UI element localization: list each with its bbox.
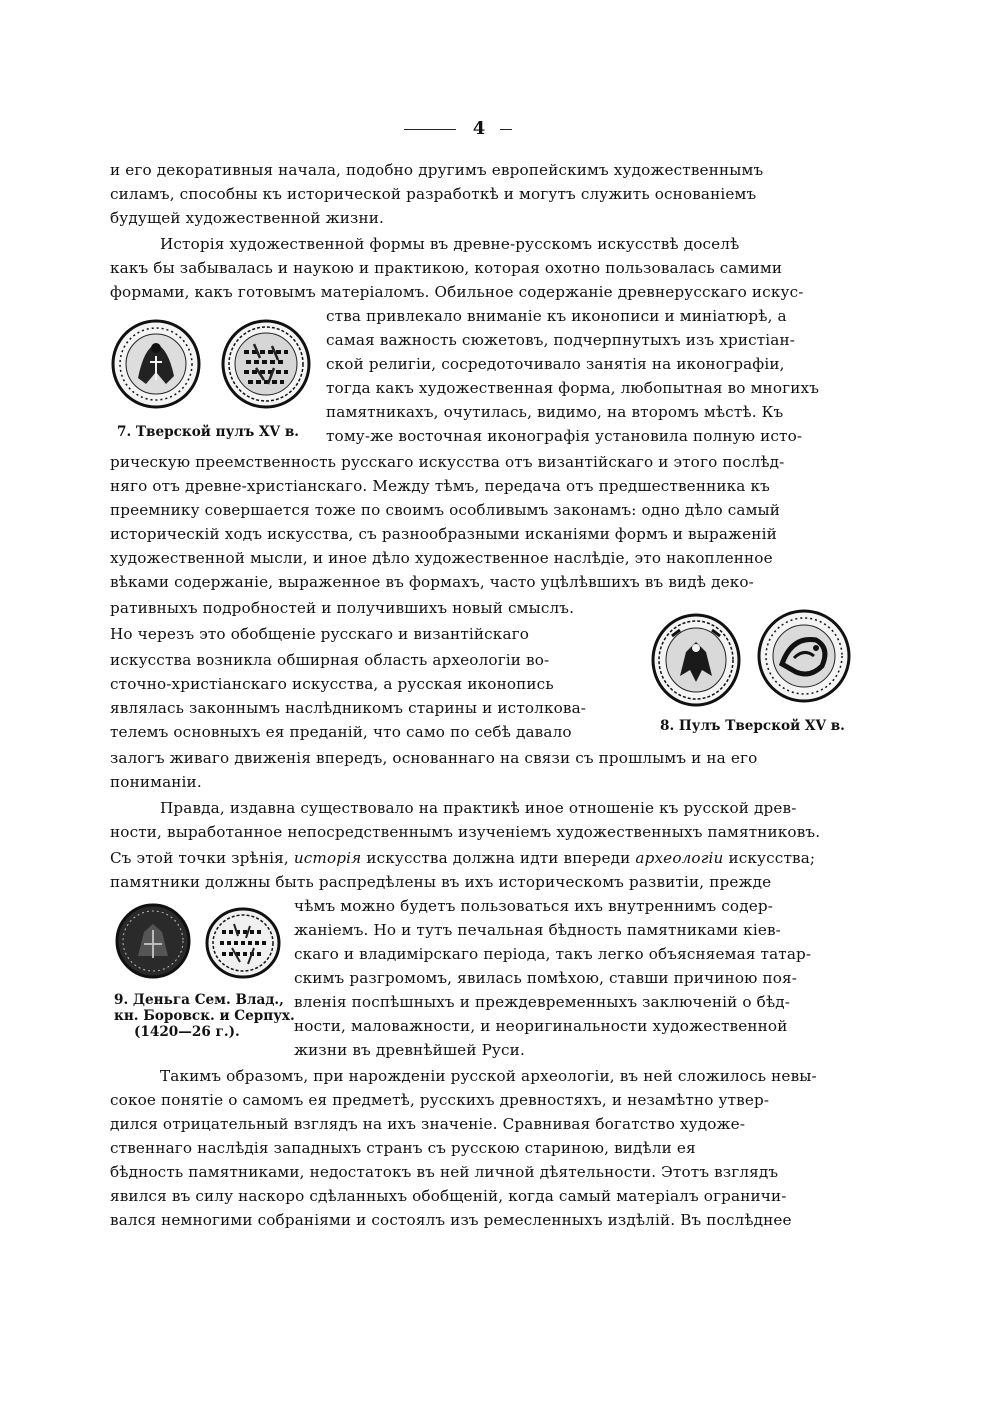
figure-caption: 8. Пулъ Тверской XV в. xyxy=(660,718,845,734)
page-number: 4 xyxy=(472,118,486,139)
text-line: скаго и владимірскаго періода, такъ легко объясняемая татар- xyxy=(294,945,812,963)
text-run: искусства должна идти впереди xyxy=(366,849,631,867)
text-line: пониманіи. xyxy=(110,773,202,791)
text-line: скимъ разгромомъ, явилась помѣхою, ставши причиною поя- xyxy=(294,969,798,987)
text-line: тому-же восточная иконографія установила полную исто- xyxy=(326,427,803,445)
coin-image xyxy=(220,318,312,410)
coin-image xyxy=(204,906,282,980)
text-line: какъ бы забывалась и наукою и практикою, которая охотно пользовалась самими xyxy=(110,259,783,277)
text-line: сокое понятіе о самомъ ея предметѣ, русскихъ древностяхъ, и незамѣтно утвер- xyxy=(110,1091,770,1109)
italic-term-history: исторія xyxy=(293,849,362,867)
text-line: телемъ основныхъ ея преданій, что само по себѣ давало xyxy=(110,723,572,741)
text-line: бѣдность памятниками, недостатокъ въ ней личной дѣятельности. Этотъ взглядъ xyxy=(110,1163,779,1181)
text-line: вленія поспѣшныхъ и преждевременныхъ заключеній о бѣд- xyxy=(294,993,791,1011)
text-line: формами, какъ готовымъ матеріаломъ. Обильное содержаніе древнерусскаго искус- xyxy=(110,283,804,301)
coin-image xyxy=(110,318,202,410)
text-line: ности, выработанное непосредственнымъ изученіемъ художественныхъ памятниковъ. xyxy=(110,823,821,841)
text-line: являлась законнымъ наслѣдникомъ старины и истолкова- xyxy=(110,699,587,717)
text-line: явился въ силу наскоро сдѣланныхъ обобщеній, когда самый матеріалъ ограничи- xyxy=(110,1187,787,1205)
text-line: тогда какъ художественная форма, любопытная во многихъ xyxy=(326,379,820,397)
text-line: чѣмъ можно будетъ пользоваться ихъ внутреннимъ содер- xyxy=(294,897,773,915)
text-line: вался немногими собраніями и состоялъ изъ ремесленныхъ издѣлій. Въ послѣднее xyxy=(110,1211,792,1229)
text-line: ности, маловажности, и неоригинальности художественной xyxy=(294,1017,788,1035)
text-line: Правда, издавна существовало на практикѣ иное отношеніе къ русской древ- xyxy=(160,799,797,817)
text-line: рическую преемственность русскаго искусства отъ византійскаго и этого послѣд- xyxy=(110,453,785,471)
text-line: ративныхъ подробностей и получившихъ новый смыслъ. xyxy=(110,599,575,617)
coin-image xyxy=(650,612,742,708)
text-line: Такимъ образомъ, при нарожденіи русской археологіи, въ ней сложилось невы- xyxy=(160,1067,817,1085)
text-run: Съ этой точки зрѣнія, xyxy=(110,849,289,867)
text-line: Но черезъ это обобщеніе русскаго и византійскаго xyxy=(110,625,530,643)
text-line: ской религіи, сосредоточивало занятія на иконографіи, xyxy=(326,355,785,373)
text-line: залогъ живаго движенія впередъ, основаннаго на связи съ прошлымъ и на его xyxy=(110,749,758,767)
text-line: жизни въ древнѣйшей Руси. xyxy=(294,1041,525,1059)
text-line: художественной мысли, и иное дѣло художественное наслѣдіе, это накопленное xyxy=(110,549,773,567)
header-rule-right xyxy=(500,129,512,130)
text-line: жаніемъ. Но и тутъ печальная бѣдность памятниками кіев- xyxy=(294,921,781,939)
text-line: силамъ, способны къ исторической разработкѣ и могутъ служить основаніемъ xyxy=(110,185,757,203)
text-line: сточно-христіанскаго искусства, а русская иконопись xyxy=(110,675,554,693)
text-line: ства привлекало вниманіе къ иконописи и миніатюрѣ, а xyxy=(326,307,787,325)
text-line: самая важность сюжетовъ, подчерпнутыхъ изъ христіан- xyxy=(326,331,796,349)
coin-image xyxy=(756,608,852,704)
text-line: и его декоративныя начала, подобно другимъ европейскимъ художественнымъ xyxy=(110,161,764,179)
text-line: няго отъ древне-христіанскаго. Между тѣмъ, передача отъ предшественника къ xyxy=(110,477,770,495)
text-line-mixed xyxy=(110,846,844,870)
figure-caption: 9. Деньга Сем. Влад., xyxy=(114,992,284,1008)
text-line: ственнаго наслѣдія западныхъ странъ съ русскою стариною, видѣли ея xyxy=(110,1139,696,1157)
text-run: искусства; xyxy=(728,849,816,867)
figure-caption: 7. Тверской пулъ XV в. xyxy=(117,424,300,440)
text-line: историческій ходъ искусства, съ разнообразными исканіями формъ и выраженій xyxy=(110,525,777,543)
text-line: искусства возникла обширная область археологіи во- xyxy=(110,651,550,669)
text-line: вѣками содержаніе, выраженное въ формахъ, часто уцѣлѣвшихъ въ видѣ деко- xyxy=(110,573,754,591)
text-line: преемнику совершается тоже по своимъ особливымъ законамъ: одно дѣло самый xyxy=(110,501,781,519)
figure-caption: кн. Боровск. и Серпух. xyxy=(114,1008,295,1024)
header-rule-left xyxy=(404,129,456,130)
coin-image xyxy=(114,902,192,980)
text-line: будущей художественной жизни. xyxy=(110,209,384,227)
italic-term-archaeology: археологіи xyxy=(635,849,724,867)
figure-caption: (1420—26 г.). xyxy=(134,1024,240,1040)
page-header xyxy=(0,118,1000,142)
text-line: Исторія художественной формы въ древне-русскомъ искусствѣ доселѣ xyxy=(160,235,740,253)
text-line: дился отрицательный взглядъ на ихъ значеніе. Сравнивая богатство художе- xyxy=(110,1115,746,1133)
text-line: памятникахъ, очутилась, видимо, на второмъ мѣстѣ. Къ xyxy=(326,403,784,421)
text-line: памятники должны быть распредѣлены въ ихъ историческомъ развитіи, прежде xyxy=(110,873,772,891)
